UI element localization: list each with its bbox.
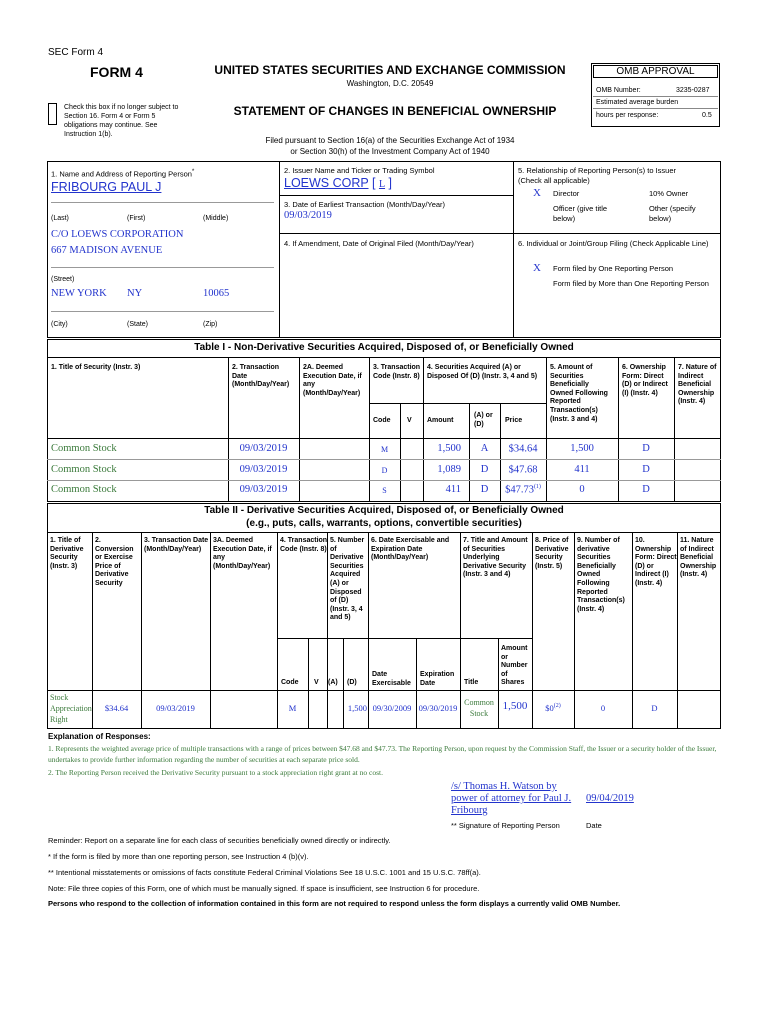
t1-row-2-form: D	[642, 464, 650, 475]
relationship-label-2: (Check all applicable)	[518, 176, 590, 185]
signature-text[interactable]: /s/ Thomas H. Watson by power of attorney for Paul J. Fribourg	[451, 781, 572, 816]
t1-row-3-title: Common Stock	[51, 484, 117, 495]
t1-sub-v: V	[407, 417, 412, 424]
earliest-transaction-label: 3. Date of Earliest Transaction (Month/Day/Year)	[284, 200, 446, 209]
t2-row-title: Stock Appreciation Right	[50, 693, 92, 724]
t2-sub-amount-shares: Amount or Number of Shares	[501, 645, 528, 687]
zip-label: (Zip)	[203, 321, 218, 328]
reporting-person-name[interactable]: FRIBOURG PAUL J	[51, 180, 162, 194]
t2-sub-a: (A)	[328, 679, 338, 686]
t1-row-2-ad: D	[480, 464, 489, 475]
t1-row-1-owned: 1,500	[570, 443, 594, 454]
double-star-note: ** Intentional misstatements or omissions of facts constitute Federal Criminal Violations See 18 U.S.C. 1001 and 15 U.S.C. 78ff(a).	[48, 868, 481, 877]
t2-row-expiration: 09/30/2019	[418, 703, 458, 713]
t2-row-owned: 0	[600, 703, 606, 713]
table-2-subtitle: (e.g., puts, calls, warrants, options, convertible securities)	[246, 518, 522, 529]
t1-row-2-code: D	[381, 466, 388, 475]
t1-row-3-code: S	[382, 486, 387, 495]
t2-header-deemed: 3A. Deemed Execution Date, if any (Month/Day/Year)	[213, 537, 272, 570]
t2-row-code: M	[288, 703, 297, 713]
address-line-2: 667 MADISON AVENUE	[51, 245, 163, 256]
t2-header-price: 8. Price of Derivative Security (Instr. 5)	[535, 537, 569, 570]
t2-sub-title: Title	[464, 679, 479, 686]
date-label: Date	[586, 821, 602, 830]
t2-row-underlying-amount: 1,500	[502, 700, 528, 712]
t1-header-code: 3. Transaction Code (Instr. 8)	[373, 364, 421, 380]
t1-row-3-form: D	[642, 484, 650, 495]
officer-option: Officer (give title below)	[553, 204, 608, 223]
multi-person-option: Form filed by More than One Reporting Person	[553, 279, 709, 288]
t1-row-3-date: 09/03/2019	[239, 484, 288, 495]
checkbox-text: Check this box if no longer subject to Section 16. Form 4 or Form 5 obligations may continue. See Instruction 1(b).	[64, 104, 179, 138]
t1-row-3-price: $47.73$^{(1)}$	[505, 484, 541, 496]
no-longer-subject-checkbox[interactable]	[48, 103, 57, 125]
t2-header-nature: 11. Nature of Indirect Beneficial Ownership (Instr. 4)	[680, 537, 717, 579]
last-label: (Last)	[51, 215, 69, 222]
t1-header-title: 1. Title of Security (Instr. 3)	[51, 364, 141, 371]
t2-header-underlying: 7. Title and Amount of Securities Underlying Derivative Security (Instr. 3 and 4)	[463, 537, 528, 579]
t1-row-3-owned: 0	[579, 484, 585, 495]
filing-label: 6. Individual or Joint/Group Filing (Check Applicable Line)	[518, 239, 709, 248]
omb-hours-label: hours per response:	[596, 112, 659, 119]
signature-label: ** Signature of Reporting Person	[451, 821, 560, 830]
t2-sub-date-exercisable: Date Exercisable	[372, 671, 411, 687]
t1-row-1-amount: 1,500	[437, 443, 461, 454]
t2-header-form: 10. Ownership Form: Direct (D) or Indirect (I) (Instr. 4)	[635, 537, 677, 587]
relationship-label: 5. Relationship of Reporting Person(s) to Issuer	[518, 166, 676, 175]
filed-line-1: Filed pursuant to Section 16(a) of the Securities Exchange Act of 1934	[265, 136, 515, 145]
t1-row-1-title: Common Stock	[51, 443, 117, 454]
t2-row-underlying-title: Common Stock	[464, 698, 494, 718]
t1-header-form: 6. Ownership Form: Direct (D) or Indirect (I) (Instr. 4)	[622, 364, 668, 397]
footnote-2: 2. The Reporting Person received the Derivative Security pursuant to a stock appreciation right grant at no cost.	[48, 768, 383, 777]
star-note: * If the form is filed by more than one reporting person, see Instruction 4 (b)(v).	[48, 852, 309, 861]
state-label: (State)	[127, 321, 149, 328]
t1-row-2-title: Common Stock	[51, 464, 117, 475]
t2-row-price: $0$^{(2)}$	[545, 703, 561, 713]
omb-burden-label: Estimated average burden	[596, 99, 679, 106]
omb-hours-value: 0.5	[702, 112, 712, 119]
issuer-label: 2. Issuer Name and Ticker or Trading Symbol	[284, 166, 435, 175]
commission-title: UNITED STATES SECURITIES AND EXCHANGE COMMISSION	[214, 63, 566, 77]
form-title: FORM 4	[90, 64, 143, 80]
t1-row-1-ad: A	[480, 443, 489, 454]
t2-sub-v: V	[314, 679, 319, 686]
omb-title: OMB APPROVAL	[616, 66, 695, 77]
t1-sub-code: Code	[373, 417, 391, 424]
filed-line-2: or Section 30(h) of the Investment Company Act of 1940	[290, 147, 490, 156]
t1-row-2-amount: 1,089	[437, 464, 461, 475]
t1-header-date: 2. Transaction Date (Month/Day/Year)	[232, 364, 290, 389]
earliest-transaction-date: 09/03/2019	[284, 210, 332, 221]
street-label: (Street)	[51, 276, 75, 283]
t1-row-2-price: $47.68	[508, 464, 538, 476]
footnote-1: 1. Represents the weighted average price of multiple transactions with a range of prices between $47.68 and $47.73. The Reporting Person, upon request by the Commission Staff, the Issuer or a security holder of the Issuer, undertakes to provide further information regarding the number of securities at each separate price sold.	[48, 744, 717, 764]
t2-row-conversion: $34.64	[104, 703, 129, 713]
t1-row-2-owned: 411	[574, 464, 590, 475]
other-option: Other (specify below)	[649, 204, 696, 223]
t2-row-exercisable: 09/30/2009	[372, 703, 412, 713]
city-label: (City)	[51, 321, 68, 328]
issuer-ticker[interactable]: L	[378, 179, 386, 190]
middle-label: (Middle)	[203, 215, 229, 222]
t2-sub-expiration: Expiration Date	[420, 671, 455, 687]
address-line-1: C/O LOEWS CORPORATION	[51, 229, 184, 240]
t1-row-3-ad: D	[480, 484, 489, 495]
amendment-label: 4. If Amendment, Date of Original Filed (Month/Day/Year)	[284, 239, 474, 248]
t1-header-deemed: 2A. Deemed Execution Date, if any (Month/Day/Year)	[303, 364, 362, 397]
omb-number-value: 3235-0287	[676, 87, 710, 94]
one-person-option: Form filed by One Reporting Person	[553, 264, 674, 273]
t2-row-disposed: 1,500	[347, 703, 367, 713]
explanation-title: Explanation of Responses:	[48, 732, 151, 741]
t1-row-1-code: M	[380, 445, 389, 454]
t1-row-2-date: 09/03/2019	[239, 464, 288, 475]
ten-percent-option: 10% Owner	[649, 189, 689, 198]
omb-number-label: OMB Number:	[596, 87, 641, 94]
t1-row-1-date: 09/03/2019	[239, 443, 288, 454]
t2-header-number: 5. Number of Derivative Securities Acquired (A) or Disposed of (D) (Instr. 3, 4 and 5)	[330, 537, 365, 622]
director-mark[interactable]: X	[533, 187, 541, 199]
zip-value: 10065	[203, 288, 230, 299]
t1-header-securities: 4. Securities Acquired (A) or Disposed Of (D) (Instr. 3, 4 and 5)	[427, 364, 538, 380]
t1-sub-ad: (A) or (D)	[474, 412, 493, 428]
t1-header-nature: 7. Nature of Indirect Beneficial Ownership (Instr. 4)	[678, 364, 717, 406]
omb-notice: Persons who respond to the collection of information contained in this form are not required to respond unless the form displays a currently valid OMB Number.	[48, 899, 621, 908]
statement-title: STATEMENT OF CHANGES IN BENEFICIAL OWNERSHIP	[233, 104, 557, 118]
t1-row-1-form: D	[642, 443, 650, 454]
table-2-title: Table II - Derivative Securities Acquired, Disposed of, or Beneficially Owned	[204, 505, 564, 516]
t1-row-1-price: $34.64	[508, 443, 538, 455]
table-1-title: Table I - Non-Derivative Securities Acquired, Disposed of, or Beneficially Owned	[194, 342, 574, 353]
signature-date: 09/04/2019	[586, 793, 634, 804]
t2-header-title: 1. Title of Derivative Security (Instr. 3)	[50, 537, 84, 570]
city-value: NEW YORK	[51, 288, 107, 299]
t2-header-code: 4. Transaction Code (Instr. 8)	[280, 537, 328, 553]
t2-header-exercisable: 6. Date Exercisable and Expiration Date (Month/Day/Year)	[371, 537, 450, 562]
issuer-name[interactable]: LOEWS CORP	[284, 176, 369, 190]
sec-form-label: SEC Form 4	[48, 47, 104, 58]
t2-header-date: 3. Transaction Date (Month/Day/Year)	[144, 537, 209, 553]
t2-header-conversion: 2. Conversion or Exercise Price of Derivative Security	[95, 537, 134, 587]
t2-sub-code: Code	[281, 679, 299, 686]
state-value: NY	[127, 288, 143, 299]
t2-row-form: D	[651, 703, 658, 713]
t2-sub-d: (D)	[347, 679, 357, 686]
reporting-person-label: 1. Name and Address of Reporting Person	[51, 169, 192, 179]
t2-header-owned: 9. Number of derivative Securities Beneficially Owned Following Reported Transaction(s) (Instr. 4)	[577, 537, 625, 613]
t1-sub-price: Price	[505, 417, 523, 424]
one-person-mark[interactable]: X	[533, 262, 541, 274]
t1-sub-amount: Amount	[427, 417, 454, 424]
location: Washington, D.C. 20549	[346, 79, 434, 88]
director-option: Director	[553, 189, 580, 198]
reminder-text: Reminder: Report on a separate line for each class of securities beneficially owned directly or indirectly.	[48, 836, 391, 845]
t1-row-3-amount: 411	[445, 484, 461, 495]
t1-header-owned: 5. Amount of Securities Beneficially Owned Following Reported Transaction(s) (Instr. 3 and 4)	[550, 364, 608, 423]
copies-note: Note: File three copies of this Form, one of which must be manually signed. If space is insufficient, see Instruction 6 for procedure.	[48, 884, 480, 893]
t2-row-date: 09/03/2019	[156, 703, 195, 713]
first-label: (First)	[127, 215, 146, 222]
